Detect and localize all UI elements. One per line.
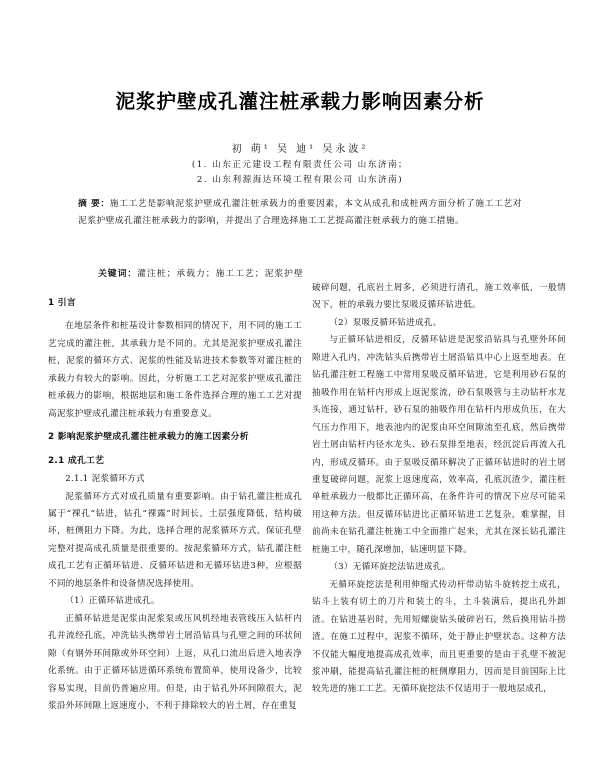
keywords (98, 266, 304, 279)
abstract-text: 施工工艺是影响泥浆护壁成孔灌注桩承载力的重要因素，本文从成孔和成桩两方面分析了施工工艺对泥浆护壁成孔灌注桩承载力的影响，并提出了合理选择施工工艺提高灌注桩承载力的施工措施。 (78, 199, 522, 226)
abstract (78, 196, 522, 230)
section-heading-intro: 1 引言 (48, 298, 76, 308)
paragraph-intro: 在地层条件和桩基设计参数相同的情况下，用不同的施工工艺完成的灌注桩，其承载力是不同的。尤其是泥浆护壁成孔灌注桩，泥浆的循环方式、泥浆的性能及钻进技术参数等对灌注桩的承载力有较大的影响。因此，分析施工工艺对泥浆护壁成孔灌注桩承载力的影响，根据地层和施工条件选择合理的施工工艺对提高泥浆护壁成孔灌注桩承载力有重要意义。 (48, 321, 302, 419)
item-rotary-excavation: （3）无循环旋挖法钻进成孔。 (329, 562, 451, 573)
abstract-label: 摘 要： (78, 199, 110, 209)
affiliation-1: (1. 山东正元建设工程有限责任公司 山东济南； (191, 160, 409, 170)
subsection-heading-process: 2.1 成孔工艺 (48, 455, 105, 466)
paragraph-reverse-circulation: 与正循环钻进相反，反循环钻进是泥浆沿钻具与孔壁外环间隙进入孔内，冲洗钻头后携带岩土屑沿钻具中心上返至地表。在钻孔灌注桩工程施工中常用泵吸反循环钻进，它是利用砂石泵的抽吸作用在钻杆内形成上返泥浆流，砂石泵吸管与主动钻杆水龙头连接，通过钻杆，砂石泵的抽吸作用在钻杆内形成负压，在大气压力作用下，地表池内的泥浆由环空间隙流至孔底，然后携带岩土屑由钻杆内径水龙头、砂石泵排至地表，经沉淀后再流入孔内，形成反循环。由于泵吸反循环解决了正循环钻进时的岩土屑重复破碎问题，泥浆上返速度高，效率高，孔底沉渣少，灌注桩单桩承载力一般都比正循环高，在条件许可的情况下应尽可能采用这种方法。但反循环钻进比正循环钻进工艺复杂，难掌握，目前尚未在钻孔灌注桩施工中全面推广起来，尤其在深长钻孔灌注桩施工中，随孔深增加，钻速明显下降。 (312, 335, 566, 555)
left-column (48, 289, 302, 715)
right-column (312, 280, 566, 699)
item-reverse-circulation: （2）泵吸反循环钻进成孔。 (329, 317, 442, 328)
paper-title: 泥浆护壁成孔灌注桩承载力影响因素分析 (115, 90, 485, 113)
item-forward-circulation: （1）正循环钻进成孔。 (65, 596, 160, 607)
paragraph-forward-circulation: 正循环钻进是泥浆由泥浆泵或压风机经地表管线压入钻杆内孔并流经孔底，冲洗钻头携带岩土屑沿钻具与孔壁之间的环状间隙（有钢外环间隙或外环空间）上返，从孔口流出后进入地表净化系统。由于正循环钻进循环系统布置简单，使用设备少，比较容易实现，目前仍普遍应用。但是，由于钻孔外环间隙很大，泥浆沿外环间隙上返速度小，不利于排除较大的岩土屑，存在重复 (48, 613, 302, 711)
subsubsection-heading-circulation: 2.1.1 泥浆循环方式 (65, 474, 145, 485)
paragraph-continued: 破碎问题，孔底岩土屑多，必须进行清孔，施工效率低，一般情况下，桩的承载力要比泵吸反循环钻进低。 (312, 283, 566, 311)
affiliation-2: 2. 山东利源海达环境工程有限公司 山东济南) (196, 175, 404, 185)
paragraph-circulation: 泥浆循环方式对成孔质量有重要影响。由于钻孔灌注桩成孔属于“裸孔”钻进，钻孔“裸露”时间长，土层强度降低，结构破坏，桩侧阻力下降。为此，选择合理的泥浆循环方式，保证孔壁完整对提高成孔质量是很重要的。按泥浆循环方式，钻孔灌注桩成孔工艺有正循环钻进、反循环钻进和无循环钻进3种，应根据不同的地层条件和设备情况选择使用。 (48, 491, 302, 589)
paragraph-rotary-excavation: 无循环旋挖法是利用伸缩式传动杆带动钻斗旋转挖土成孔，钻斗上装有切土的刀片和装土的斗，土斗装满后，提出孔外卸渣。在钻进基岩时，先用短螺旋钻头破碎岩石，然后换用钻斗捞渣。在施工过程中，泥浆不循环，处于静止护壁状态。这种方法不仅能大幅度地提高成孔效率，而且更重要的是由于孔壁不被泥浆冲刷，能提高钻孔灌注桩的桩侧摩阻力，因而是目前国际上比较先进的施工工艺。无循环旋挖法不仅适用于一般地层成孔， (312, 579, 566, 695)
section-heading-factors: 2 影响泥浆护壁成孔灌注桩承载力的施工因素分析 (48, 432, 249, 443)
keywords-label: 关键词： (98, 269, 138, 279)
author-list: 初 萌¹ 吴 迪¹ 吴永波² (231, 144, 369, 155)
keywords-text: 灌注桩；承载力；施工工艺；泥浆护壁 (137, 269, 304, 279)
